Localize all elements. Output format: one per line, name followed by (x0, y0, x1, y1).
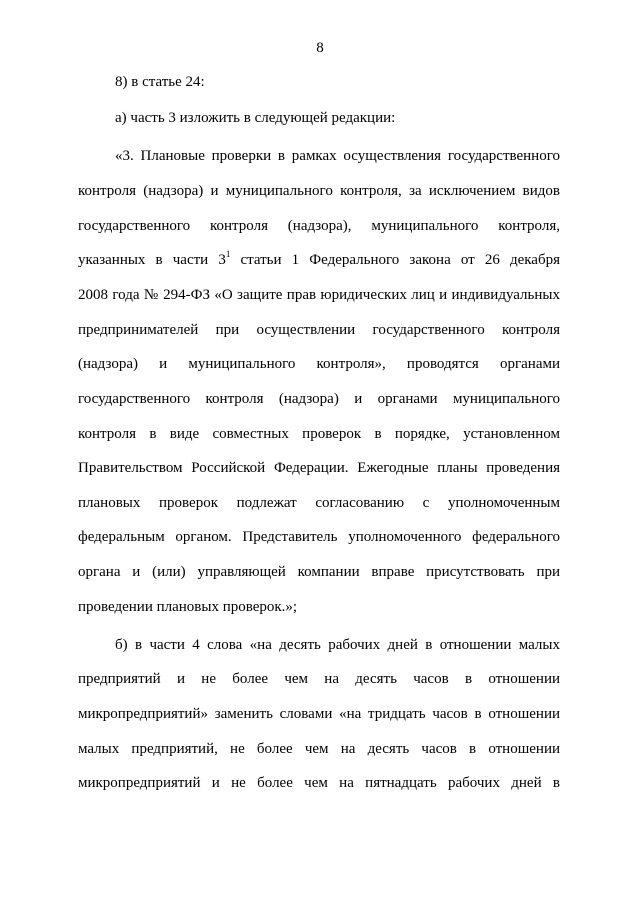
paragraph-3-line-1: «3. Плановые проверки в рамках осуществления государственного (115, 148, 560, 164)
paragraph-3-line-3: государственного контроля (надзора), муниципального контроля, (78, 218, 560, 234)
item-b-line-1: б) в части 4 слова «на десять рабочих дней в отношении малых (115, 637, 560, 653)
paragraph-3-line-14: проведении плановых проверок.»; (78, 599, 298, 615)
paragraph-3-line-4 (78, 250, 560, 270)
paragraph-3-line-7: (надзора) и муниципального контроля», проводятся органами (78, 356, 560, 372)
paragraph-3-line-4-pre: указанных в части 3 (78, 252, 226, 268)
item-b-line-2: предприятий и не более чем на десять часов в отношении (78, 671, 560, 687)
page-number: 8 (316, 40, 324, 56)
paragraph-3-line-11: плановых проверок подлежат согласованию с уполномоченным (78, 495, 560, 511)
paragraph-3-line-13: органа и (или) управляющей компании вправе присутствовать при (78, 564, 560, 580)
item-b-line-5: микропредприятий и не более чем на пятнадцать рабочих дней в (78, 775, 560, 791)
item-b-line-3: микропредприятий» заменить словами «на тридцать часов в отношении (78, 706, 560, 722)
item-b-line-4: малых предприятий, не более чем на десять часов в отношении (78, 741, 560, 757)
list-item-a: а) часть 3 изложить в следующей редакции: (115, 110, 396, 126)
paragraph-3-line-6: предпринимателей при осуществлении государственного контроля (78, 322, 560, 338)
paragraph-3-line-2: контроля (надзора) и муниципального контроля, за исключением видов (78, 183, 560, 199)
paragraph-3-line-10: Правительством Российской Федерации. Ежегодные планы проведения (78, 460, 560, 476)
paragraph-3-line-9: контроля в виде совместных проверок в порядке, установленном (78, 426, 560, 442)
paragraph-3-line-8: государственного контроля (надзора) и органами муниципального (78, 391, 560, 407)
paragraph-3-line-12: федеральным органом. Представитель уполномоченного федерального (78, 529, 560, 545)
list-item-8: 8) в статье 24: (115, 74, 205, 90)
paragraph-3-line-4-post: статьи 1 Федерального закона от 26 декабря (230, 252, 560, 268)
superscript-one: 1 (225, 249, 231, 259)
paragraph-3-line-5: 2008 года № 294-ФЗ «О защите прав юридических лиц и индивидуальных (78, 287, 560, 303)
